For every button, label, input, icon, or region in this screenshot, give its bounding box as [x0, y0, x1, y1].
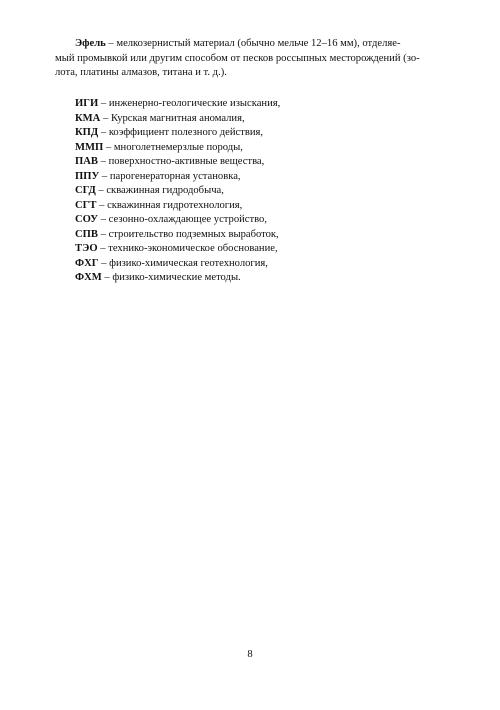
abbreviation: СОУ: [75, 214, 99, 225]
abbreviation: ФХГ: [75, 257, 99, 269]
abbreviation: ММП: [75, 141, 104, 153]
abbreviation-definition: – поверхностно-активные вещества,: [97, 156, 265, 167]
abbreviation-definition: – физико-химические методы.: [101, 272, 241, 283]
abbreviation-definition: – многолетнемерзлые породы,: [103, 141, 243, 153]
page-number: 8: [247, 649, 253, 660]
abbreviation: КМА: [75, 112, 101, 124]
intro-line-1: [55, 37, 453, 52]
abbreviation-definition: – технико-экономическое обоснование,: [97, 243, 278, 254]
list-item: [75, 170, 280, 185]
intro-line-1-text: – мелкозернистый материал (обычно мельче 12–16 мм), отделяе-: [105, 38, 401, 49]
abbreviation: СГТ: [75, 199, 97, 211]
abbreviation-definition: – скважинная гидродобыча,: [95, 185, 224, 196]
intro-term: Эфель: [75, 38, 106, 49]
list-item: [75, 228, 280, 243]
abbreviation-definition: – строительство подземных выработок,: [97, 228, 279, 240]
list-item: [75, 155, 280, 170]
abbreviation: СПВ: [75, 228, 98, 240]
intro-paragraph: [55, 37, 453, 81]
abbreviation: ППУ: [75, 170, 100, 182]
intro-line-3: лота, платины алмазов, титана и т. д.).: [55, 67, 227, 79]
abbreviation-definition: – инженерно-геологические изыскания,: [98, 98, 281, 109]
abbreviation-definition: – сезонно-охлаждающее устройство,: [98, 214, 267, 225]
abbreviation-definition: – парогенераторная установка,: [99, 170, 241, 182]
abbreviation: КПД: [75, 127, 99, 138]
abbreviation-definition: – физико-химическая геотехнология,: [98, 257, 268, 269]
abbreviation-definition: – коэффициент полезного действия,: [98, 127, 264, 138]
intro-line-2: мый промывкой или другим способом от песков россыпных месторождений (зо-: [55, 52, 420, 64]
abbreviation-definition: – скважинная гидротехнология,: [96, 199, 243, 211]
list-item: [75, 112, 280, 127]
abbreviation-definition: – Курская магнитная аномалия,: [100, 112, 245, 124]
list-item: [75, 199, 280, 214]
list-item: [75, 213, 280, 228]
abbreviation: ФХМ: [75, 272, 102, 283]
abbreviation: ПАВ: [75, 156, 98, 167]
list-item: [75, 97, 280, 112]
list-item: [75, 257, 280, 272]
list-item: [75, 242, 280, 257]
abbreviation-list: [75, 97, 280, 286]
list-item: [75, 126, 280, 141]
list-item: [75, 141, 280, 156]
abbreviation: ТЭО: [75, 243, 98, 254]
abbreviation: ИГИ: [75, 98, 99, 109]
abbreviation: СГД: [75, 185, 96, 196]
list-item: [75, 184, 280, 199]
list-item: [75, 271, 280, 286]
